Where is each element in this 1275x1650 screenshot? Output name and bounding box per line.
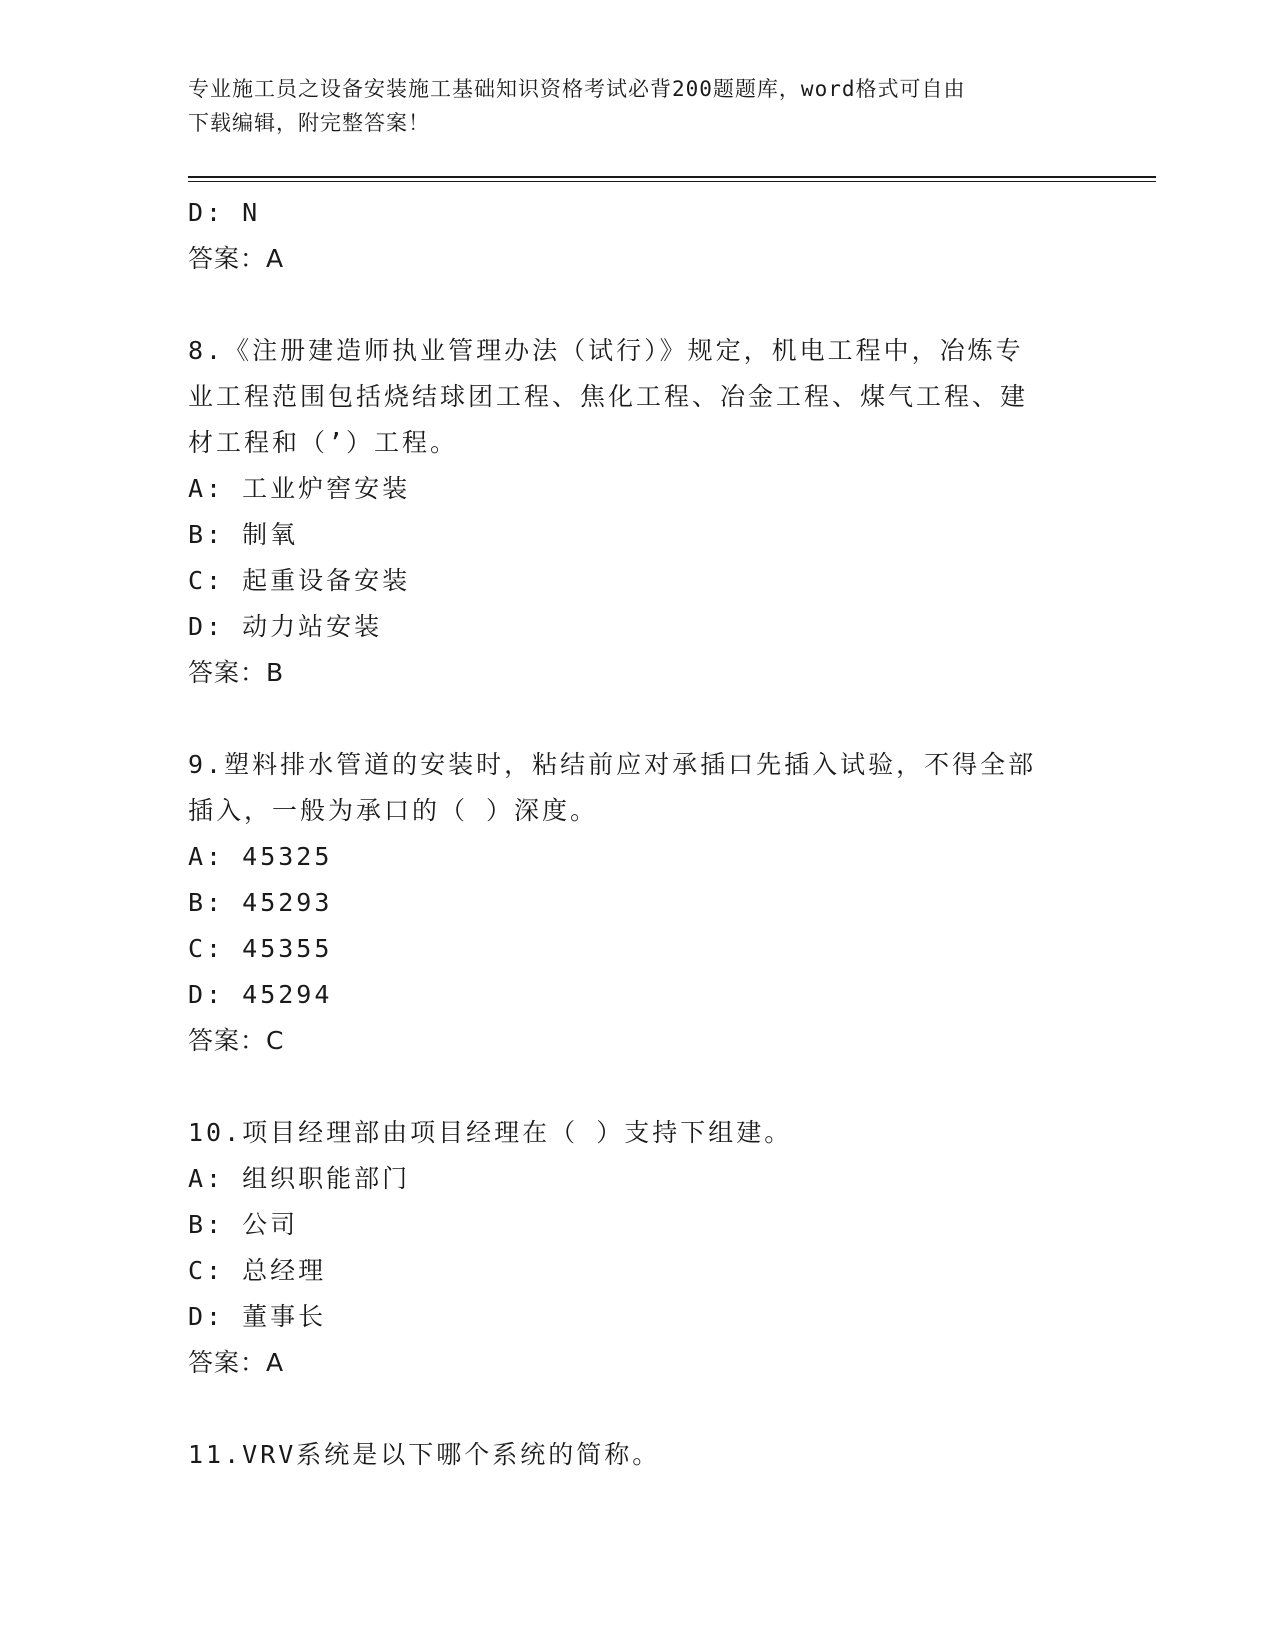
question-7 bbox=[188, 190, 1068, 282]
question-stem-line-3: 材工程和（’）工程。 bbox=[188, 428, 459, 457]
spacer bbox=[188, 696, 1068, 742]
option-b: B: 45293 bbox=[188, 888, 333, 917]
option-b: B: 公司 bbox=[188, 1210, 299, 1239]
spacer bbox=[188, 282, 1068, 328]
document-header bbox=[188, 72, 1088, 140]
header-divider-thin bbox=[188, 181, 1156, 182]
question-stem-line-2: 业工程范围包括烧结球团工程、焦化工程、冶金工程、煤气工程、建 bbox=[188, 382, 1029, 411]
question-10 bbox=[188, 1110, 1068, 1386]
option-a: A: 工业炉窖安装 bbox=[188, 474, 411, 503]
question-8 bbox=[188, 328, 1068, 696]
answer: 答案：A bbox=[188, 244, 285, 273]
option-b: B: 制氧 bbox=[188, 520, 299, 549]
answer: 答案：C bbox=[188, 1026, 285, 1055]
question-stem-line-1: 10.项目经理部由项目经理在（ ）支持下组建。 bbox=[188, 1118, 793, 1147]
spacer bbox=[188, 1064, 1068, 1110]
option-d: D: 董事长 bbox=[188, 1302, 327, 1331]
answer: 答案：B bbox=[188, 658, 285, 687]
option-c: C: 起重设备安装 bbox=[188, 566, 411, 595]
option-d: D: 45294 bbox=[188, 980, 333, 1009]
option-d: D: N bbox=[188, 198, 261, 227]
header-divider-thick bbox=[188, 176, 1156, 178]
answer: 答案：A bbox=[188, 1348, 285, 1377]
option-a: A: 组织职能部门 bbox=[188, 1164, 411, 1193]
question-list bbox=[188, 190, 1068, 1478]
spacer bbox=[188, 1386, 1068, 1432]
question-stem-line-1: 11.VRV系统是以下哪个系统的简称。 bbox=[188, 1440, 661, 1469]
option-c: C: 45355 bbox=[188, 934, 333, 963]
question-9 bbox=[188, 742, 1068, 1064]
header-line-1: 专业施工员之设备安装施工基础知识资格考试必背200题题库，word格式可自由 bbox=[188, 77, 966, 101]
option-c: C: 总经理 bbox=[188, 1256, 327, 1285]
header-line-2: 下载编辑，附完整答案！ bbox=[188, 111, 430, 135]
question-stem-line-1: 8.《注册建造师执业管理办法（试行）》规定，机电工程中，冶炼专 bbox=[188, 336, 1024, 365]
option-a: A: 45325 bbox=[188, 842, 333, 871]
question-stem-line-2: 插入，一般为承口的（ ）深度。 bbox=[188, 796, 599, 825]
option-d: D: 动力站安装 bbox=[188, 612, 383, 641]
question-stem-line-1: 9.塑料排水管道的安装时，粘结前应对承插口先插入试验，不得全部 bbox=[188, 750, 1037, 779]
question-11 bbox=[188, 1432, 1068, 1478]
